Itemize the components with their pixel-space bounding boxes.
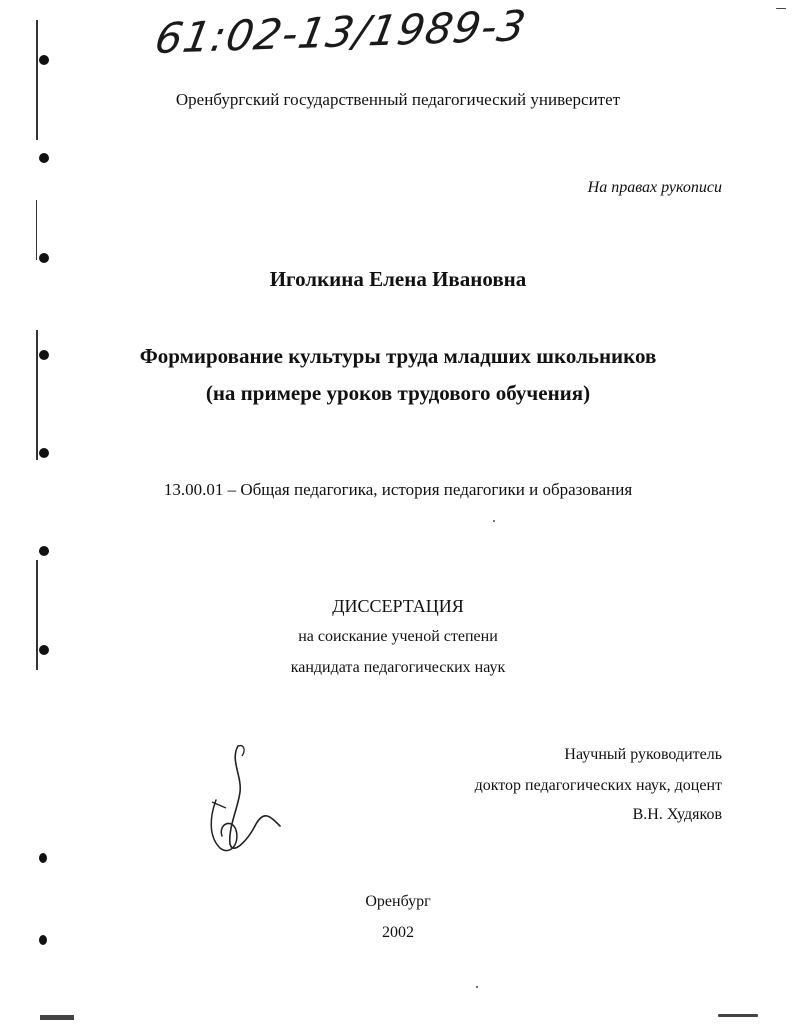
scan-margin-line <box>36 20 38 140</box>
scan-artifact <box>718 1014 758 1017</box>
university-name: Оренбургский государственный педагогический университет <box>175 90 621 109</box>
dissertation-title-line2: (на примере уроков трудового обучения) <box>205 381 591 405</box>
archive-number: 61:02-13/1989-3 <box>151 1 531 63</box>
supervisor-label: Научный руководитель <box>564 746 722 763</box>
supervisor-degree: доктор педагогических наук, доцент <box>474 777 722 794</box>
specialty-code: 13.00.01 – Общая педагогика, история педагогики и образования <box>163 480 633 499</box>
binding-hole-icon <box>39 546 49 556</box>
degree-line1: на соискание ученой степени <box>298 628 498 645</box>
year: 2002 <box>382 924 414 941</box>
binding-hole-icon <box>39 448 49 458</box>
scan-speck <box>776 8 786 9</box>
dissertation-label: ДИССЕРТАЦИЯ <box>332 596 464 616</box>
binding-hole-icon <box>39 55 49 65</box>
dissertation-title-line1: Формирование культуры труда младших школьников <box>139 344 657 368</box>
degree-line2: кандидата педагогических наук <box>290 659 506 676</box>
city: Оренбург <box>365 893 431 910</box>
signature-icon <box>200 740 290 860</box>
binding-hole-icon <box>39 153 49 163</box>
author-name: Иголкина Елена Ивановна <box>269 267 527 291</box>
scan-margin-line <box>36 200 37 260</box>
scan-speck <box>493 520 495 522</box>
binding-hole-icon <box>39 853 47 863</box>
scan-speck <box>476 986 478 988</box>
scan-artifact <box>40 1015 74 1020</box>
binding-hole-icon <box>39 253 49 263</box>
supervisor-name: В.Н. Худяков <box>632 806 722 823</box>
binding-hole-icon <box>39 645 49 655</box>
manuscript-rights-note: На правах рукописи <box>587 179 722 196</box>
